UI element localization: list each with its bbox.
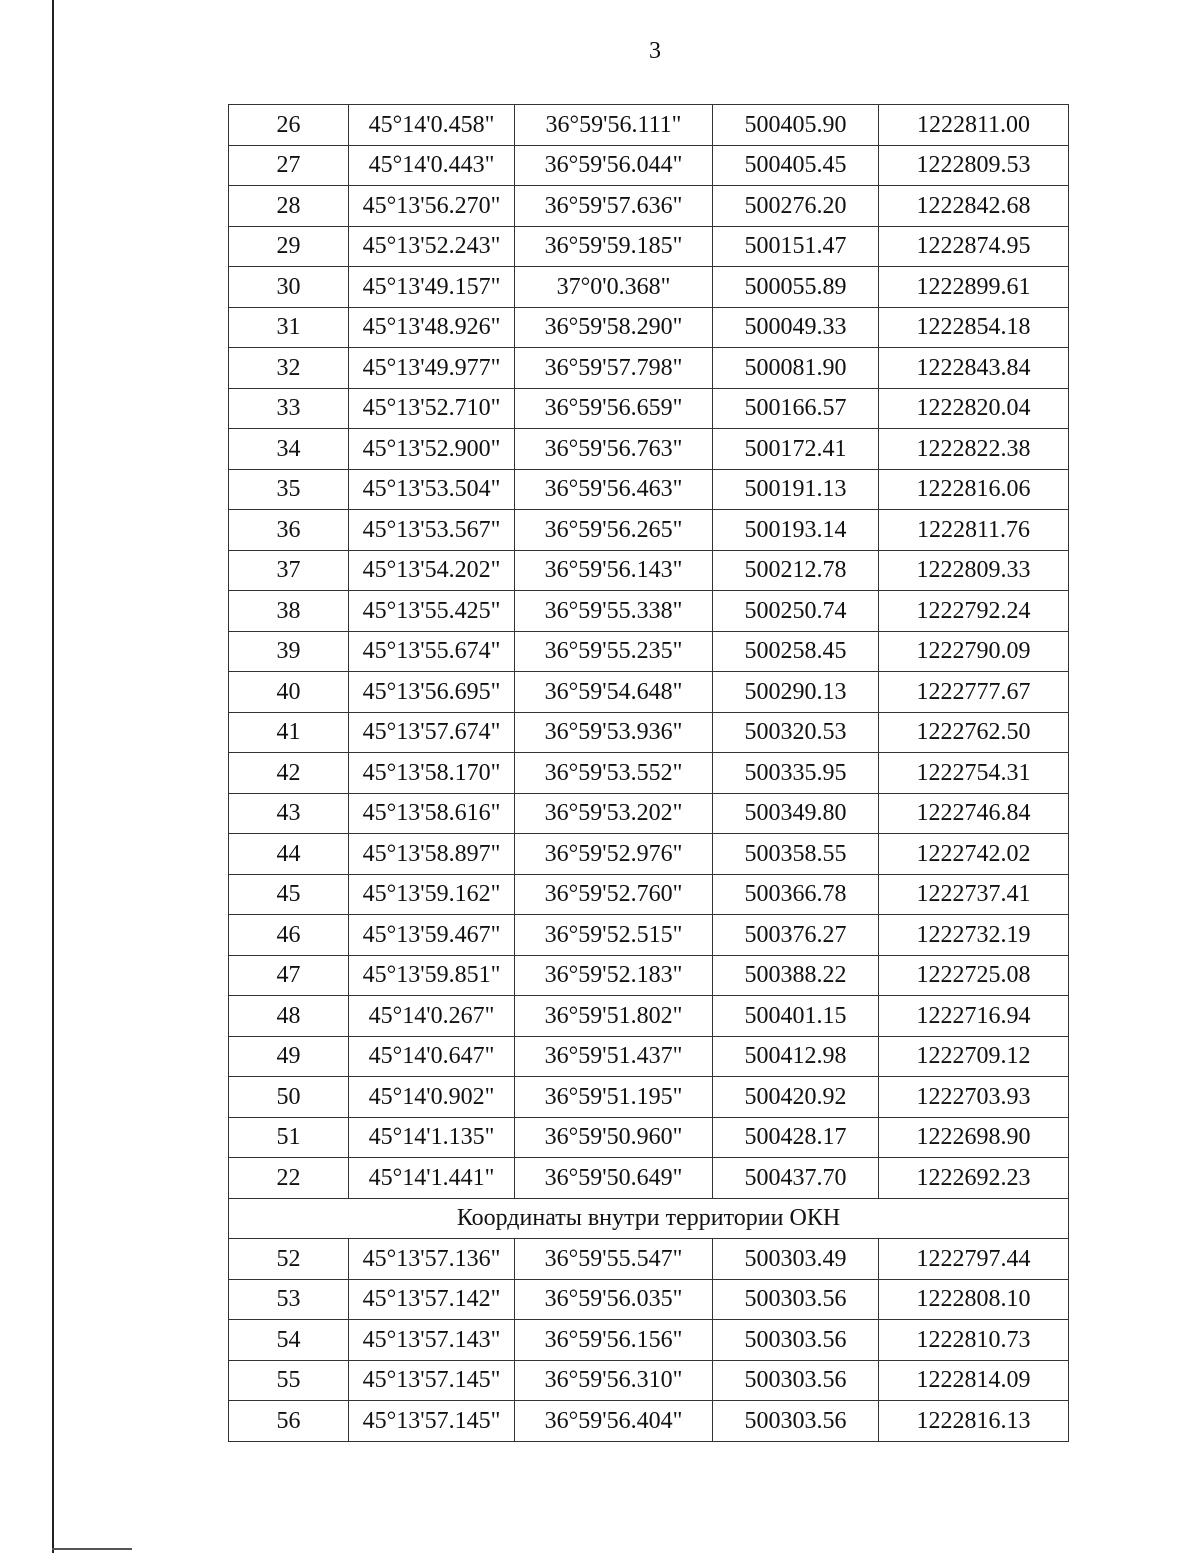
longitude-cell: 36°59'56.763" (515, 429, 713, 470)
table-row (229, 348, 1069, 389)
latitude-cell: 45°14'0.902" (349, 1077, 515, 1118)
point-number-cell: 48 (229, 996, 349, 1037)
x-coordinate-cell: 500212.78 (713, 550, 879, 591)
y-coordinate-cell: 1222810.73 (879, 1320, 1069, 1361)
longitude-cell: 36°59'53.202" (515, 793, 713, 834)
point-number-cell: 47 (229, 955, 349, 996)
longitude-cell: 36°59'52.183" (515, 955, 713, 996)
point-number-cell: 27 (229, 145, 349, 186)
y-coordinate-cell: 1222777.67 (879, 672, 1069, 713)
section-heading-row (229, 1198, 1069, 1239)
y-coordinate-cell: 1222692.23 (879, 1158, 1069, 1199)
point-number-cell: 53 (229, 1279, 349, 1320)
point-number-cell: 32 (229, 348, 349, 389)
longitude-cell: 36°59'51.195" (515, 1077, 713, 1118)
x-coordinate-cell: 500420.92 (713, 1077, 879, 1118)
x-coordinate-cell: 500388.22 (713, 955, 879, 996)
latitude-cell: 45°13'53.567" (349, 510, 515, 551)
x-coordinate-cell: 500437.70 (713, 1158, 879, 1199)
latitude-cell: 45°13'59.162" (349, 874, 515, 915)
y-coordinate-cell: 1222725.08 (879, 955, 1069, 996)
point-number-cell: 41 (229, 712, 349, 753)
x-coordinate-cell: 500172.41 (713, 429, 879, 470)
longitude-cell: 36°59'51.437" (515, 1036, 713, 1077)
point-number-cell: 22 (229, 1158, 349, 1199)
y-coordinate-cell: 1222797.44 (879, 1239, 1069, 1280)
y-coordinate-cell: 1222809.33 (879, 550, 1069, 591)
point-number-cell: 39 (229, 631, 349, 672)
latitude-cell: 45°14'1.441" (349, 1158, 515, 1199)
table-row (229, 712, 1069, 753)
x-coordinate-cell: 500055.89 (713, 267, 879, 308)
x-coordinate-cell: 500401.15 (713, 996, 879, 1037)
longitude-cell: 36°59'56.156" (515, 1320, 713, 1361)
point-number-cell: 43 (229, 793, 349, 834)
x-coordinate-cell: 500335.95 (713, 753, 879, 794)
x-coordinate-cell: 500276.20 (713, 186, 879, 227)
latitude-cell: 45°13'48.926" (349, 307, 515, 348)
point-number-cell: 55 (229, 1360, 349, 1401)
longitude-cell: 37°0'0.368" (515, 267, 713, 308)
point-number-cell: 44 (229, 834, 349, 875)
latitude-cell: 45°13'57.145" (349, 1360, 515, 1401)
x-coordinate-cell: 500166.57 (713, 388, 879, 429)
x-coordinate-cell: 500193.14 (713, 510, 879, 551)
x-coordinate-cell: 500250.74 (713, 591, 879, 632)
table-row (229, 1158, 1069, 1199)
y-coordinate-cell: 1222899.61 (879, 267, 1069, 308)
longitude-cell: 36°59'59.185" (515, 226, 713, 267)
table-row (229, 1239, 1069, 1280)
longitude-cell: 36°59'56.265" (515, 510, 713, 551)
page-number: 3 (649, 38, 661, 64)
latitude-cell: 45°13'55.425" (349, 591, 515, 632)
point-number-cell: 30 (229, 267, 349, 308)
point-number-cell: 29 (229, 226, 349, 267)
point-number-cell: 54 (229, 1320, 349, 1361)
table-row (229, 105, 1069, 146)
x-coordinate-cell: 500358.55 (713, 834, 879, 875)
latitude-cell: 45°13'57.142" (349, 1279, 515, 1320)
table-row (229, 793, 1069, 834)
point-number-cell: 49 (229, 1036, 349, 1077)
x-coordinate-cell: 500258.45 (713, 631, 879, 672)
x-coordinate-cell: 500303.56 (713, 1360, 879, 1401)
table-row (229, 1036, 1069, 1077)
point-number-cell: 26 (229, 105, 349, 146)
point-number-cell: 33 (229, 388, 349, 429)
longitude-cell: 36°59'57.798" (515, 348, 713, 389)
section-heading: Координаты внутри территории ОКН (229, 1198, 1069, 1239)
table-row (229, 955, 1069, 996)
longitude-cell: 36°59'50.649" (515, 1158, 713, 1199)
coordinates-table-body (229, 105, 1069, 1442)
latitude-cell: 45°13'55.674" (349, 631, 515, 672)
longitude-cell: 36°59'52.760" (515, 874, 713, 915)
y-coordinate-cell: 1222822.38 (879, 429, 1069, 470)
point-number-cell: 56 (229, 1401, 349, 1442)
y-coordinate-cell: 1222732.19 (879, 915, 1069, 956)
table-row (229, 672, 1069, 713)
longitude-cell: 36°59'52.515" (515, 915, 713, 956)
table-row (229, 226, 1069, 267)
x-coordinate-cell: 500081.90 (713, 348, 879, 389)
x-coordinate-cell: 500151.47 (713, 226, 879, 267)
table-row (229, 145, 1069, 186)
point-number-cell: 36 (229, 510, 349, 551)
y-coordinate-cell: 1222809.53 (879, 145, 1069, 186)
x-coordinate-cell: 500303.56 (713, 1320, 879, 1361)
latitude-cell: 45°13'57.136" (349, 1239, 515, 1280)
longitude-cell: 36°59'56.035" (515, 1279, 713, 1320)
point-number-cell: 50 (229, 1077, 349, 1118)
point-number-cell: 51 (229, 1117, 349, 1158)
latitude-cell: 45°13'49.157" (349, 267, 515, 308)
point-number-cell: 45 (229, 874, 349, 915)
latitude-cell: 45°14'0.443" (349, 145, 515, 186)
table-row (229, 1117, 1069, 1158)
point-number-cell: 31 (229, 307, 349, 348)
longitude-cell: 36°59'56.111" (515, 105, 713, 146)
x-coordinate-cell: 500320.53 (713, 712, 879, 753)
point-number-cell: 38 (229, 591, 349, 632)
table-row (229, 915, 1069, 956)
latitude-cell: 45°13'52.900" (349, 429, 515, 470)
margin-foot-rule (52, 1548, 132, 1550)
x-coordinate-cell: 500405.45 (713, 145, 879, 186)
x-coordinate-cell: 500303.56 (713, 1279, 879, 1320)
table-row (229, 388, 1069, 429)
longitude-cell: 36°59'54.648" (515, 672, 713, 713)
y-coordinate-cell: 1222698.90 (879, 1117, 1069, 1158)
latitude-cell: 45°13'58.170" (349, 753, 515, 794)
x-coordinate-cell: 500428.17 (713, 1117, 879, 1158)
x-coordinate-cell: 500303.56 (713, 1401, 879, 1442)
longitude-cell: 36°59'53.936" (515, 712, 713, 753)
table-row (229, 1320, 1069, 1361)
y-coordinate-cell: 1222754.31 (879, 753, 1069, 794)
point-number-cell: 37 (229, 550, 349, 591)
latitude-cell: 45°13'56.270" (349, 186, 515, 227)
table-row (229, 186, 1069, 227)
x-coordinate-cell: 500303.49 (713, 1239, 879, 1280)
x-coordinate-cell: 500405.90 (713, 105, 879, 146)
longitude-cell: 36°59'55.547" (515, 1239, 713, 1280)
longitude-cell: 36°59'50.960" (515, 1117, 713, 1158)
longitude-cell: 36°59'56.659" (515, 388, 713, 429)
y-coordinate-cell: 1222854.18 (879, 307, 1069, 348)
point-number-cell: 34 (229, 429, 349, 470)
x-coordinate-cell: 500049.33 (713, 307, 879, 348)
x-coordinate-cell: 500290.13 (713, 672, 879, 713)
x-coordinate-cell: 500376.27 (713, 915, 879, 956)
latitude-cell: 45°13'58.897" (349, 834, 515, 875)
y-coordinate-cell: 1222792.24 (879, 591, 1069, 632)
latitude-cell: 45°13'56.695" (349, 672, 515, 713)
longitude-cell: 36°59'56.310" (515, 1360, 713, 1401)
longitude-cell: 36°59'52.976" (515, 834, 713, 875)
latitude-cell: 45°14'1.135" (349, 1117, 515, 1158)
point-number-cell: 46 (229, 915, 349, 956)
point-number-cell: 28 (229, 186, 349, 227)
left-margin-rule (52, 0, 54, 1553)
point-number-cell: 52 (229, 1239, 349, 1280)
table-row (229, 874, 1069, 915)
latitude-cell: 45°13'49.977" (349, 348, 515, 389)
latitude-cell: 45°13'57.145" (349, 1401, 515, 1442)
longitude-cell: 36°59'56.143" (515, 550, 713, 591)
table-row (229, 1279, 1069, 1320)
y-coordinate-cell: 1222820.04 (879, 388, 1069, 429)
longitude-cell: 36°59'56.463" (515, 469, 713, 510)
x-coordinate-cell: 500366.78 (713, 874, 879, 915)
longitude-cell: 36°59'56.404" (515, 1401, 713, 1442)
longitude-cell: 36°59'58.290" (515, 307, 713, 348)
longitude-cell: 36°59'56.044" (515, 145, 713, 186)
y-coordinate-cell: 1222737.41 (879, 874, 1069, 915)
latitude-cell: 45°14'0.267" (349, 996, 515, 1037)
longitude-cell: 36°59'55.338" (515, 591, 713, 632)
table-row (229, 753, 1069, 794)
y-coordinate-cell: 1222746.84 (879, 793, 1069, 834)
table-row (229, 1360, 1069, 1401)
latitude-cell: 45°13'58.616" (349, 793, 515, 834)
table-row (229, 631, 1069, 672)
y-coordinate-cell: 1222762.50 (879, 712, 1069, 753)
longitude-cell: 36°59'51.802" (515, 996, 713, 1037)
longitude-cell: 36°59'53.552" (515, 753, 713, 794)
y-coordinate-cell: 1222843.84 (879, 348, 1069, 389)
table-row (229, 550, 1069, 591)
table-row (229, 469, 1069, 510)
latitude-cell: 45°13'54.202" (349, 550, 515, 591)
y-coordinate-cell: 1222842.68 (879, 186, 1069, 227)
table-row (229, 996, 1069, 1037)
x-coordinate-cell: 500412.98 (713, 1036, 879, 1077)
latitude-cell: 45°13'52.710" (349, 388, 515, 429)
y-coordinate-cell: 1222816.06 (879, 469, 1069, 510)
table-row (229, 429, 1069, 470)
x-coordinate-cell: 500191.13 (713, 469, 879, 510)
y-coordinate-cell: 1222742.02 (879, 834, 1069, 875)
latitude-cell: 45°13'53.504" (349, 469, 515, 510)
y-coordinate-cell: 1222874.95 (879, 226, 1069, 267)
latitude-cell: 45°13'52.243" (349, 226, 515, 267)
table-row (229, 834, 1069, 875)
table-row (229, 1401, 1069, 1442)
latitude-cell: 45°14'0.647" (349, 1036, 515, 1077)
point-number-cell: 42 (229, 753, 349, 794)
y-coordinate-cell: 1222816.13 (879, 1401, 1069, 1442)
y-coordinate-cell: 1222709.12 (879, 1036, 1069, 1077)
table-row (229, 307, 1069, 348)
point-number-cell: 40 (229, 672, 349, 713)
latitude-cell: 45°14'0.458" (349, 105, 515, 146)
y-coordinate-cell: 1222811.00 (879, 105, 1069, 146)
latitude-cell: 45°13'57.674" (349, 712, 515, 753)
table-row (229, 267, 1069, 308)
longitude-cell: 36°59'55.235" (515, 631, 713, 672)
table-row (229, 591, 1069, 632)
y-coordinate-cell: 1222814.09 (879, 1360, 1069, 1401)
y-coordinate-cell: 1222790.09 (879, 631, 1069, 672)
latitude-cell: 45°13'59.851" (349, 955, 515, 996)
latitude-cell: 45°13'57.143" (349, 1320, 515, 1361)
longitude-cell: 36°59'57.636" (515, 186, 713, 227)
y-coordinate-cell: 1222703.93 (879, 1077, 1069, 1118)
latitude-cell: 45°13'59.467" (349, 915, 515, 956)
y-coordinate-cell: 1222811.76 (879, 510, 1069, 551)
x-coordinate-cell: 500349.80 (713, 793, 879, 834)
table-row (229, 510, 1069, 551)
point-number-cell: 35 (229, 469, 349, 510)
y-coordinate-cell: 1222716.94 (879, 996, 1069, 1037)
coordinates-table (228, 104, 1069, 1442)
y-coordinate-cell: 1222808.10 (879, 1279, 1069, 1320)
table-row (229, 1077, 1069, 1118)
